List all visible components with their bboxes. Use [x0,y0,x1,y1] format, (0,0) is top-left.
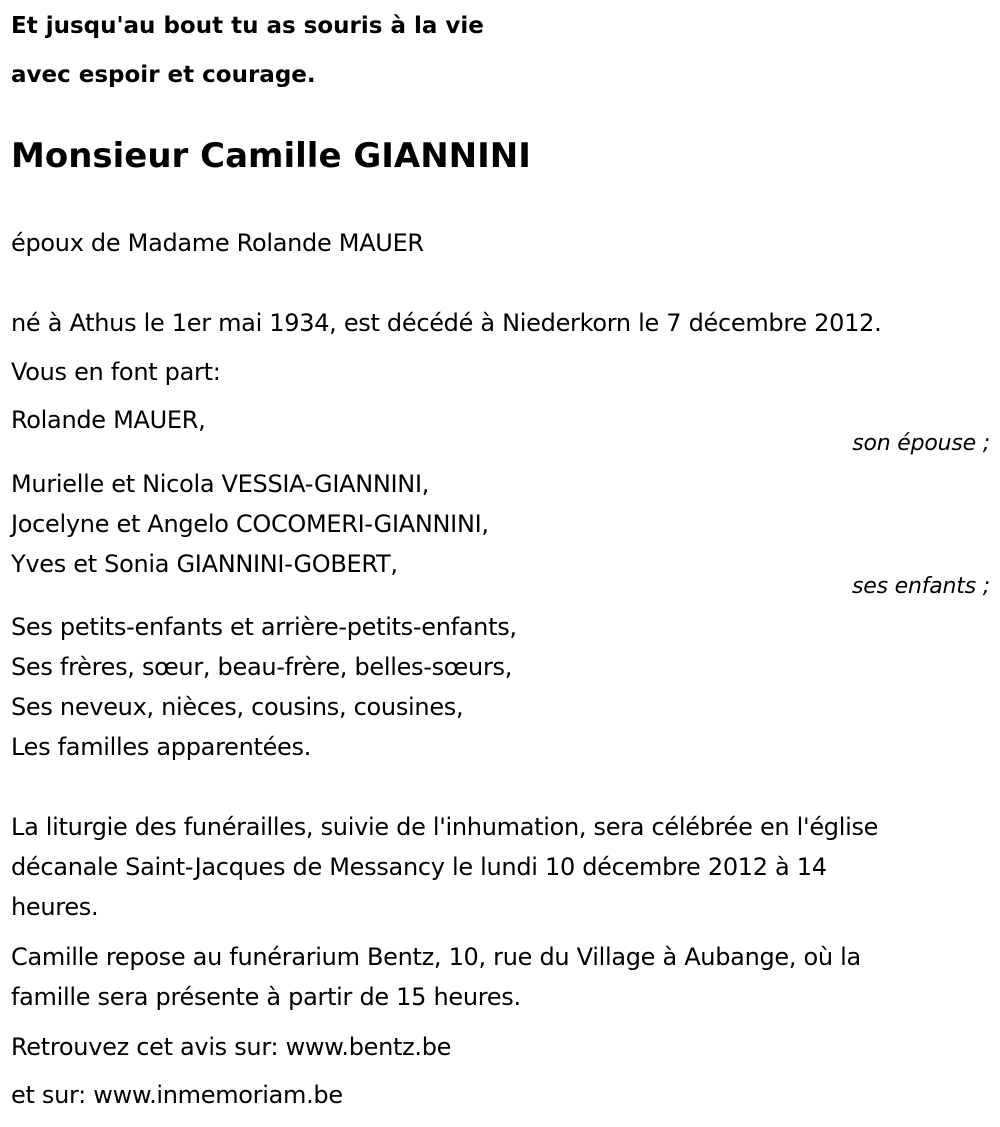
children-role: ses enfants ; [852,574,990,599]
announce-line: Vous en font part: [11,358,221,386]
spouse-line: époux de Madame Rolande MAUER [11,229,424,257]
rest-line-2: famille sera présente à partir de 15 heures. [11,983,521,1011]
relatives-line-4: Les familles apparentées. [11,733,312,761]
liturgy-line-1: La liturgie des funérailles, suivie de l'inhumation, sera célébrée en l'église [11,813,879,841]
rest-line-1: Camille repose au funérarium Bentz, 10, rue du Village à Aubange, où la [11,943,861,971]
child-line-1: Murielle et Nicola VESSIA-GIANNINI, [11,470,430,498]
spouse-name: Rolande MAUER, [11,406,206,434]
deceased-name: Monsieur Camille GIANNINI [11,136,531,176]
child-line-3: Yves et Sonia GIANNINI-GOBERT, [11,550,398,578]
liturgy-line-2: décanale Saint-Jacques de Messancy le lundi 10 décembre 2012 à 14 [11,853,827,881]
relatives-line-2: Ses frères, sœur, beau-frère, belles-sœurs, [11,653,513,681]
relatives-line-1: Ses petits-enfants et arrière-petits-enfants, [11,613,517,641]
relatives-line-3: Ses neveux, nièces, cousins, cousines, [11,693,464,721]
website-line-2: et sur: www.inmemoriam.be [11,1081,343,1109]
motto-line-1: Et jusqu'au bout tu as souris à la vie [11,13,484,39]
motto-line-2: avec espoir et courage. [11,62,316,88]
liturgy-line-3: heures. [11,893,99,921]
spouse-role: son épouse ; [852,431,990,456]
birth-death-line: né à Athus le 1er mai 1934, est décédé à Niederkorn le 7 décembre 2012. [11,309,882,337]
child-line-2: Jocelyne et Angelo COCOMERI-GIANNINI, [11,510,489,538]
website-line-1: Retrouvez cet avis sur: www.bentz.be [11,1033,452,1061]
